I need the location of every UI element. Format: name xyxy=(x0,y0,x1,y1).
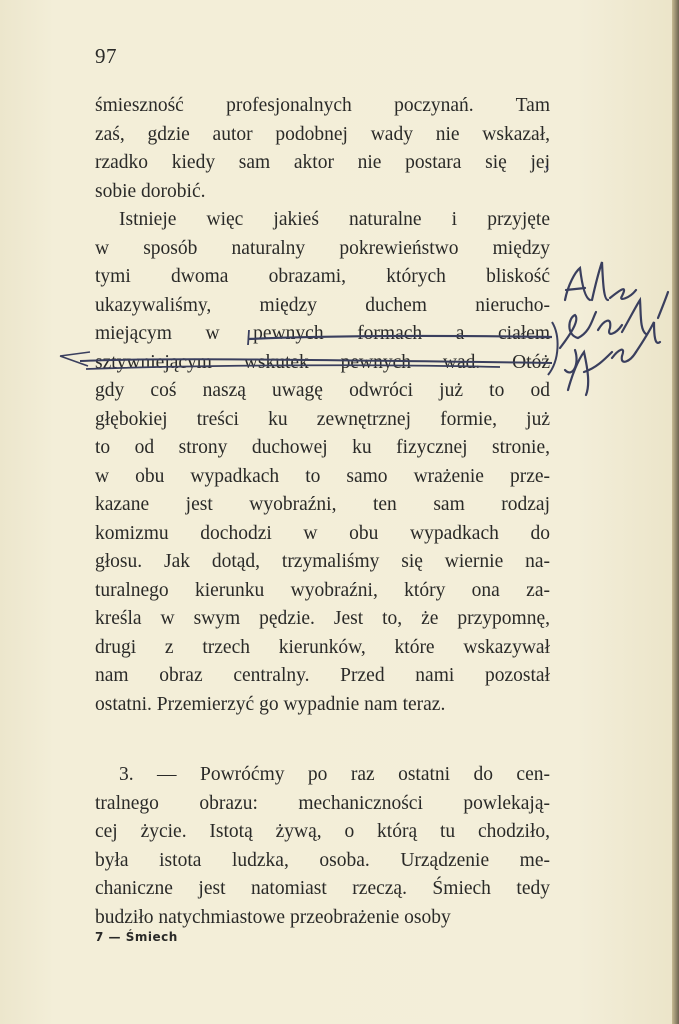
text-line: głosu. Jak dotąd, trzymaliśmy się wiernie na- xyxy=(95,551,550,572)
text-line: była istota ludzka, osoba. Urządzenie me- xyxy=(95,849,550,871)
section-gap xyxy=(95,719,550,761)
page-edge-shadow xyxy=(672,0,679,1024)
text-line: to od strony duchowej ku fizycznej stronie, xyxy=(95,437,550,458)
text-line: tralnego obrazu: mechaniczności powlekają- xyxy=(95,792,550,814)
text-line: w sposób naturalny pokrewieństwo między xyxy=(95,237,550,259)
text-line: ukazywaliśmy, między duchem nierucho- xyxy=(95,294,550,316)
text-line: kazane jest wyobraźni, ten sam rodzaj xyxy=(95,494,550,515)
margin-handwriting xyxy=(560,262,668,395)
text-line: komizmu dochodzi w obu wypadkach do xyxy=(95,522,550,544)
text-line: turalnego kierunku wyobraźni, który ona za- xyxy=(95,579,550,601)
text-line: Istnieje więc jakieś naturalne i przyjęte xyxy=(119,209,550,230)
text-line: sobie dorobić. xyxy=(95,180,206,202)
text-line: w obu wypadkach to samo wrażenie prze- xyxy=(95,465,550,487)
text-line: nam obraz centralny. Przed nami pozostał xyxy=(95,665,550,686)
text-line: drugi z trzech kierunków, które wskazywał xyxy=(95,636,550,658)
text-line: głębokiej treści ku zewnętrznej formie, już xyxy=(95,408,550,430)
text-line: kreśla w swym pędzie. Jest to, że przypomnę, xyxy=(95,608,550,629)
text-line: śmieszność profesjonalnych poczynań. Tam xyxy=(95,95,550,116)
text-line: gdy coś naszą uwagę odwróci już to od xyxy=(95,380,550,401)
text-line: sztywniejącym wskutek pewnych wad. Otóż xyxy=(95,351,550,373)
text-line: miejącym w pewnych formach a ciałem xyxy=(95,323,550,344)
body-text xyxy=(95,92,550,932)
text-line: cej życie. Istotą żywą, o którą tu chodziło, xyxy=(95,821,550,842)
text-line: budziło natychmiastowe przeobrażenie osoby xyxy=(95,906,451,928)
text-line: zaś, gdzie autor podobnej wady nie wskazał, xyxy=(95,123,550,145)
pointer-arrow xyxy=(60,352,90,366)
text-line: ostatni. Przemierzyć go wypadnie nam teraz. xyxy=(95,693,446,715)
text-line: rzadko kiedy sam aktor nie postara się jej xyxy=(95,152,550,173)
text-line: tymi dwoma obrazami, których bliskość xyxy=(95,266,550,287)
signature-footer: 7 — Śmiech xyxy=(95,930,178,944)
page-number: 97 xyxy=(95,44,117,68)
text-line: chaniczne jest natomiast rzeczą. Śmiech tedy xyxy=(95,878,550,899)
text-line: 3. — Powróćmy po raz ostatni do cen- xyxy=(119,764,550,785)
